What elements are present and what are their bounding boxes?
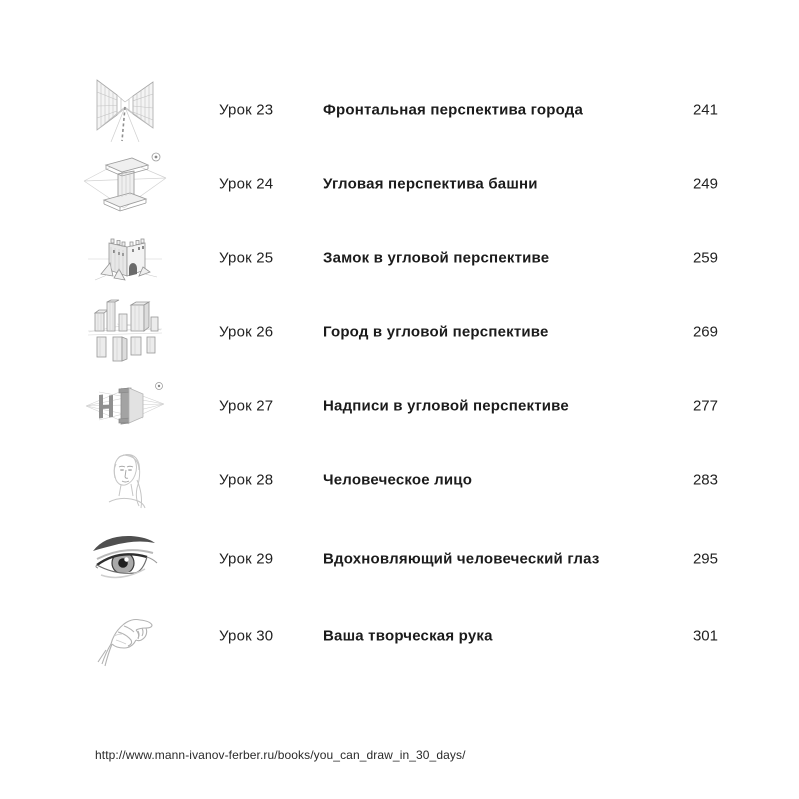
city-frontal-perspective-icon	[86, 78, 164, 142]
lesson-number: Урок 26	[219, 323, 274, 341]
lesson-number: Урок 29	[219, 550, 274, 568]
page-number: 269	[692, 323, 718, 341]
toc-row-lesson-23	[0, 73, 799, 147]
human-face-sketch-thumbnail	[78, 443, 172, 517]
hand-sketch-thumbnail	[78, 599, 172, 673]
toc-row-lesson-24	[0, 147, 799, 221]
toc-row-lesson-30	[0, 599, 799, 673]
castle-two-point-perspective-thumbnail	[78, 221, 172, 295]
lesson-title: Угловая перспектива башни	[323, 175, 538, 193]
human-face-sketch-icon	[101, 450, 149, 510]
toc-row-lesson-28	[0, 443, 799, 517]
lesson-title: Ваша творческая рука	[323, 627, 493, 645]
human-eye-sketch-thumbnail	[78, 522, 172, 596]
toc-row-lesson-27	[0, 369, 799, 443]
toc-row-lesson-25	[0, 221, 799, 295]
lesson-title: Человеческое лицо	[323, 471, 473, 489]
lesson-title: Фронтальная перспектива города	[323, 101, 584, 119]
lesson-number: Урок 27	[219, 397, 274, 415]
page-number: 249	[692, 175, 718, 193]
hand-sketch-icon	[96, 604, 154, 668]
source-url[interactable]: http://www.mann-ivanov-ferber.ru/books/you_can_draw_in_30_days/	[95, 748, 466, 762]
lesson-title: Город в угловой перспективе	[323, 323, 549, 341]
lesson-number: Урок 24	[219, 175, 274, 193]
toc-row-lesson-29	[0, 522, 799, 596]
lesson-number: Урок 25	[219, 249, 274, 267]
lesson-number: Урок 23	[219, 101, 274, 119]
lettering-two-point-perspective-thumbnail	[78, 369, 172, 443]
tower-two-point-perspective-thumbnail	[78, 147, 172, 221]
city-frontal-perspective-thumbnail	[78, 73, 172, 147]
page-number: 259	[692, 249, 718, 267]
lesson-title: Надписи в угловой перспективе	[323, 397, 569, 415]
lesson-title: Вдохновляющий человеческий глаз	[323, 550, 600, 568]
tower-two-point-perspective-icon	[82, 148, 168, 220]
lesson-number: Урок 30	[219, 627, 274, 645]
castle-two-point-perspective-icon	[87, 230, 163, 287]
lesson-title: Замок в угловой перспективе	[323, 249, 550, 267]
page-number: 301	[692, 627, 718, 645]
lesson-number: Урок 28	[219, 471, 274, 489]
toc-row-lesson-26	[0, 295, 799, 369]
lettering-two-point-perspective-icon	[83, 378, 167, 434]
page-number: 283	[692, 471, 718, 489]
page-number: 277	[692, 397, 718, 415]
human-eye-sketch-icon	[89, 529, 161, 589]
page-number: 241	[692, 101, 718, 119]
city-towers-two-point-perspective-icon	[87, 297, 163, 367]
city-towers-two-point-perspective-thumbnail	[78, 295, 172, 369]
page-number: 295	[692, 550, 718, 568]
